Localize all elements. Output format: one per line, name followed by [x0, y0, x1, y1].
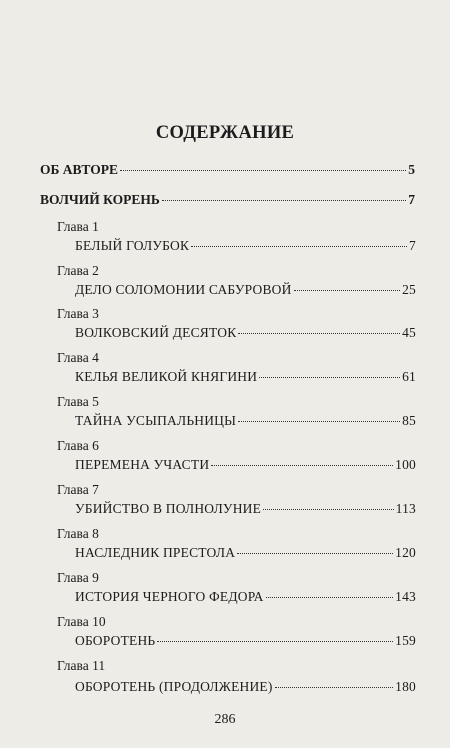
dot-leader	[266, 597, 394, 598]
chapter-page: 25	[402, 282, 416, 297]
chapter-page: 100	[395, 457, 416, 472]
chapter-entry	[75, 679, 416, 695]
toc-entry-title: ОБ АВТОРЕ	[40, 162, 118, 177]
chapter-title: НАСЛЕДНИК ПРЕСТОЛА	[75, 545, 236, 560]
dot-leader	[259, 377, 400, 378]
chapter-title: ТАЙНА УСЫПАЛЬНИЦЫ	[75, 413, 237, 428]
chapter-page: 120	[395, 545, 416, 560]
chapter-page: 159	[395, 633, 416, 648]
chapter-entry	[75, 589, 416, 605]
chapter-entry	[75, 413, 416, 429]
chapter-title: ОБОРОТЕНЬ	[75, 633, 156, 648]
chapter-label: Глава 9	[57, 570, 99, 585]
dot-leader	[294, 290, 401, 291]
chapter-title: ВОЛКОВСКИЙ ДЕСЯТОК	[75, 325, 237, 340]
dot-leader	[275, 687, 394, 688]
chapter-page: 7	[409, 238, 416, 253]
dot-leader	[157, 641, 393, 642]
chapter-entry	[75, 457, 416, 473]
chapter-label: Глава 5	[57, 394, 99, 409]
toc-entry-page: 5	[408, 162, 415, 177]
chapter-label: Глава 1	[57, 219, 99, 234]
chapter-entry	[75, 238, 416, 254]
chapter-page: 61	[402, 369, 416, 384]
chapter-page: 113	[395, 501, 416, 516]
chapter-label: Глава 7	[57, 482, 99, 497]
chapter-label: Глава 2	[57, 263, 99, 278]
chapter-page: 45	[402, 325, 416, 340]
dot-leader	[162, 200, 406, 201]
chapter-entry	[75, 369, 416, 385]
chapter-entry	[75, 282, 416, 298]
toc-heading: СОДЕРЖАНИЕ	[155, 123, 295, 143]
page-number: 286	[214, 712, 236, 727]
chapter-title: ДЕЛО СОЛОМОНИИ САБУРОВОЙ	[75, 282, 292, 297]
chapter-label: Глава 6	[57, 438, 99, 453]
toc-entry-about-author	[40, 162, 415, 178]
chapter-label: Глава 11	[57, 658, 106, 673]
chapter-entry	[75, 633, 416, 649]
chapter-title: ИСТОРИЯ ЧЕРНОГО ФЕДОРА	[75, 589, 264, 604]
chapter-page: 143	[395, 589, 416, 604]
chapter-title: УБИЙСТВО В ПОЛНОЛУНИЕ	[75, 501, 262, 516]
toc-entry-title: ВОЛЧИЙ КОРЕНЬ	[40, 192, 160, 207]
toc-entry-page: 7	[408, 192, 415, 207]
dot-leader	[237, 553, 393, 554]
chapter-label: Глава 8	[57, 526, 99, 541]
chapter-page: 85	[402, 413, 416, 428]
chapter-entry	[75, 325, 416, 341]
dot-leader	[238, 421, 400, 422]
chapter-label: Глава 4	[57, 350, 99, 365]
dot-leader	[263, 509, 394, 510]
chapter-title: КЕЛЬЯ ВЕЛИКОЙ КНЯГИНИ	[75, 369, 258, 384]
chapter-label: Глава 3	[57, 306, 99, 321]
dot-leader	[191, 246, 407, 247]
dot-leader	[120, 170, 406, 171]
chapter-page: 180	[395, 679, 416, 694]
toc-entry-part	[40, 192, 415, 208]
chapter-title: БЕЛЫЙ ГОЛУБОК	[75, 238, 190, 253]
chapter-entry	[75, 501, 416, 517]
dot-leader	[238, 333, 400, 334]
chapter-label: Глава 10	[57, 614, 106, 629]
chapter-title: ОБОРОТЕНЬ (ПРОДОЛЖЕНИЕ)	[75, 679, 273, 694]
chapter-title: ПЕРЕМЕНА УЧАСТИ	[75, 457, 210, 472]
dot-leader	[211, 465, 393, 466]
chapter-entry	[75, 545, 416, 561]
